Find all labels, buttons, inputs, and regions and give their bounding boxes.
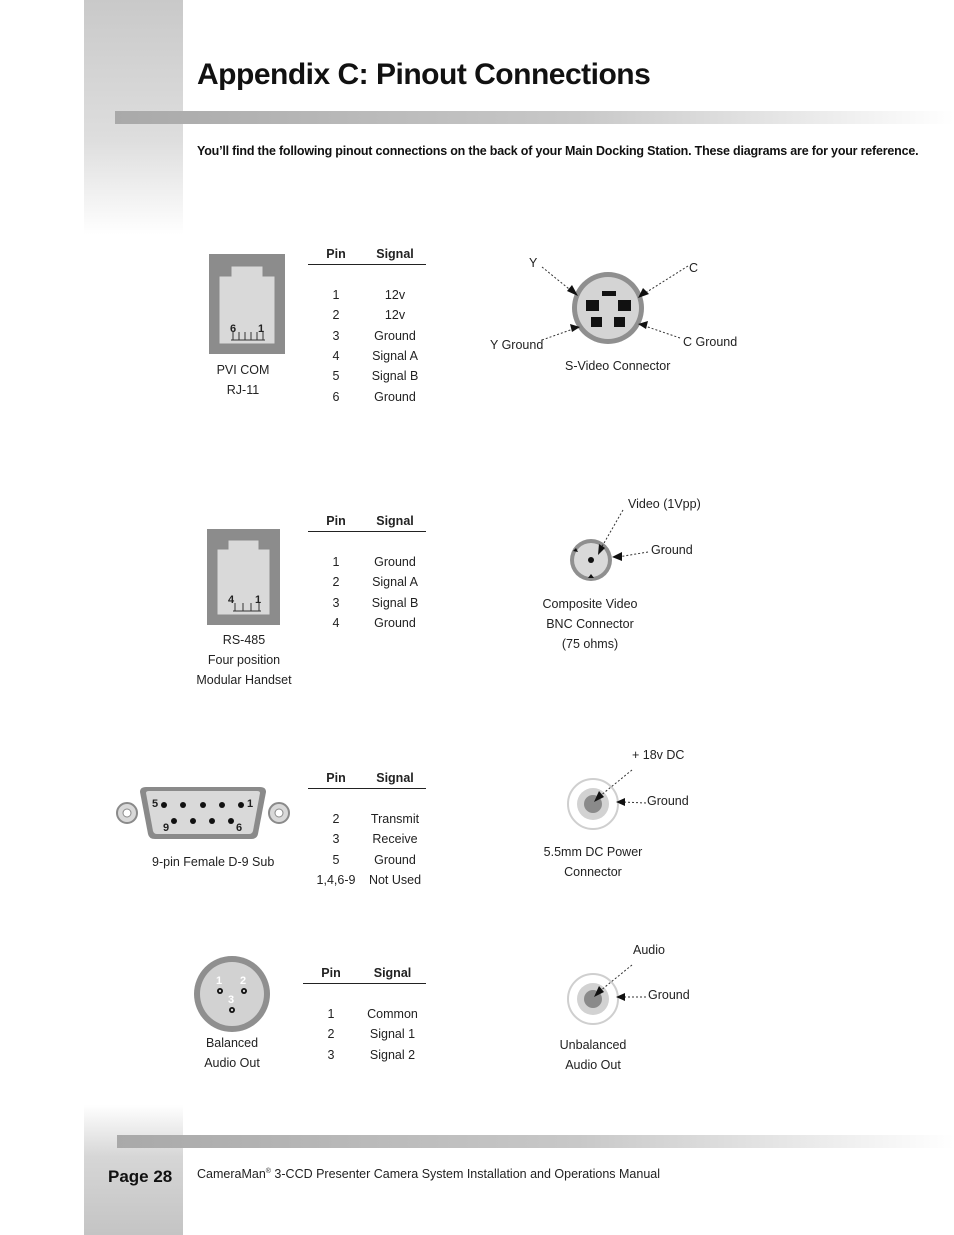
audio-caption: [553, 1035, 633, 1075]
svideo-c-label: C: [689, 261, 699, 275]
xlr-caption: [192, 1033, 272, 1073]
footer-manual-title: 3-CCD Presenter Camera System Installation and Operations Manual: [270, 1167, 661, 1181]
rs485-connector-diagram: [207, 529, 280, 625]
table-row: 4 Signal A: [332, 349, 418, 364]
db9-pin5-label: 5: [152, 798, 159, 810]
table-row: 2 12v: [332, 308, 406, 323]
rs485-label-line1: RS-485: [222, 633, 266, 647]
rs485-label: [194, 630, 294, 690]
header-rule: [115, 111, 954, 124]
dc-caption: [538, 842, 648, 882]
rs485-pin-left: 4: [228, 594, 235, 606]
bnc-caption-line1: Composite Video: [542, 597, 638, 611]
svideo-y-label: Y: [529, 256, 538, 270]
db9-pin1-label: 1: [247, 798, 254, 810]
bnc-caption-line2: BNC Connector: [546, 617, 634, 631]
svideo-connector-diagram: [480, 252, 740, 372]
xlr-pin3-label: 3: [228, 994, 235, 1006]
xlr-pin1-label: 1: [216, 975, 223, 987]
table-row: 2 Signal 1: [327, 1027, 416, 1042]
bnc-caption: [540, 594, 640, 654]
footer-registered-mark: ®: [265, 1167, 271, 1175]
rs485-label-line2: Four position: [207, 653, 281, 667]
dc-ground-label: Ground: [647, 794, 689, 808]
footer-brand: CameraMan: [197, 1167, 266, 1181]
intro-text: You’ll find the following pinout connections on the back of your Main Docking Station. These diagrams are for your reference.: [197, 144, 919, 158]
db9-connector-diagram: [114, 784, 294, 844]
rj11-label-line1: PVI COM: [216, 363, 270, 377]
table-row: 5 Signal B: [332, 369, 419, 384]
rj11-pin-table: [308, 246, 426, 407]
db9-pin9-label: 9: [163, 822, 170, 834]
table-row: 3 Ground: [332, 328, 416, 343]
svideo-y-ground-label: Y Ground: [490, 338, 544, 352]
bnc-ground-label: Ground: [651, 543, 693, 557]
dc-caption-line1: 5.5mm DC Power: [543, 845, 643, 859]
xlr-connector-diagram: [192, 956, 272, 1036]
page-number: Page 28: [108, 1167, 173, 1186]
bnc-video-label: Video (1Vpp): [628, 497, 701, 511]
rj11-connector-diagram: [209, 254, 285, 354]
table-row: 3 Signal 2: [327, 1047, 416, 1062]
rs485-pin-right: 1: [255, 594, 262, 606]
dc-caption-line2: Connector: [564, 865, 622, 879]
audio-caption-line1: Unbalanced: [559, 1038, 627, 1052]
db9-pin6-label: 6: [236, 822, 243, 834]
table-row: 4 Ground: [332, 616, 416, 631]
pin-header: Pin: [308, 770, 364, 789]
signal-header: Signal: [359, 965, 426, 984]
signal-header: Signal: [364, 770, 426, 789]
db9-pin-table: [308, 770, 426, 890]
table-row: 6 Ground: [332, 389, 416, 404]
table-row: 2 Signal A: [332, 575, 418, 590]
bnc-caption-line3: (75 ohms): [561, 637, 619, 651]
table-row: 1 Common: [327, 1007, 418, 1022]
xlr-pin2-label: 2: [240, 975, 247, 987]
footer-text: [197, 1167, 660, 1181]
rs485-label-line3: Modular Handset: [196, 673, 292, 687]
table-row: 2 Transmit: [332, 812, 420, 827]
audio-label: Audio: [633, 943, 665, 957]
db9-caption: 9-pin Female D-9 Sub: [152, 855, 275, 869]
rs485-pin-table: [308, 513, 426, 633]
table-row: 3 Receive: [332, 832, 418, 847]
audio-ground-label: Ground: [648, 988, 690, 1002]
rj11-label: [203, 360, 283, 400]
pin-header: Pin: [308, 513, 364, 532]
xlr-pin-table: [303, 965, 426, 1065]
rj11-pin-right: 1: [258, 323, 265, 335]
rj11-label-line2: RJ-11: [226, 383, 260, 397]
rj11-pin-left: 6: [230, 323, 237, 335]
svideo-c-ground-label: C Ground: [683, 335, 738, 349]
pin-header: Pin: [308, 246, 364, 265]
xlr-caption-line2: Audio Out: [204, 1056, 260, 1070]
table-row: 1 12v: [332, 288, 406, 303]
table-row: 5 Ground: [332, 852, 416, 867]
table-row: 1,4,6-9 Not Used: [316, 873, 422, 888]
audio-caption-line2: Audio Out: [565, 1058, 621, 1072]
table-row: 3 Signal B: [332, 595, 419, 610]
pin-header: Pin: [303, 965, 359, 984]
signal-header: Signal: [364, 246, 426, 265]
dc-plus-label: + 18v DC: [632, 748, 685, 762]
signal-header: Signal: [364, 513, 426, 532]
table-row: 1 Ground: [332, 555, 416, 570]
svideo-caption: S-Video Connector: [565, 359, 671, 373]
xlr-caption-line1: Balanced: [205, 1036, 259, 1050]
footer-rule: [117, 1135, 954, 1148]
page-title: Appendix C: Pinout Connections: [197, 58, 651, 91]
